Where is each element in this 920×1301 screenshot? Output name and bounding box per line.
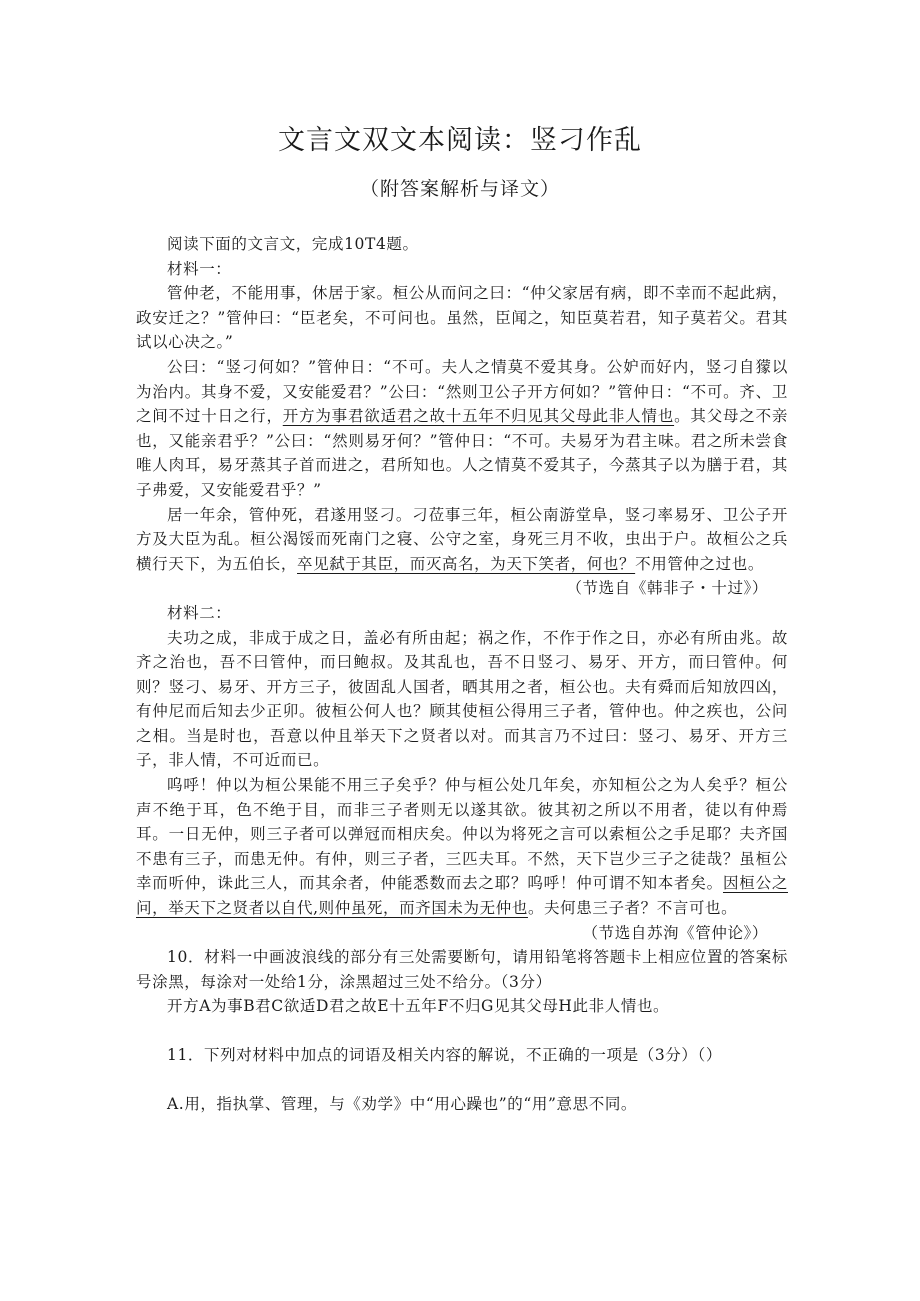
wavy-underlined-sentence: 开方为事君欲适君之故十五年不归见其父母此非人情也 (282, 407, 675, 426)
material1-para3-text-b: 不用管仲之过也。 (635, 554, 764, 573)
material2-source: （节选自苏洵《管仲论》） (582, 923, 768, 942)
material2-para2-text-a: 呜呼！仲以为桓公果能不用三子矣乎？仲与桓公处几年矣，亦知桓公之为人矣乎？桓公声不绝于耳，色不绝于目，而非三子者则无以遂其欲。彼其初之所以不用者，徒以有仲焉耳。一日无仲，则三子者可以弹冠而相庆矣。仲以为将死之言可以索桓公之手足耶？夫齐国不患有三子，而患无仲。有仲，则三子者，三匹夫耳。不然，天下岂少三子之徒哉？虽桓公幸而听仲，诛此三人，而其余者，仲能悉数而去之耶？呜呼！仲可谓不知本者矣。 (136, 776, 788, 893)
underlined-sentence-1: 卒见弑于其臣，而灭高名，为天下笑者，何也？ (297, 554, 636, 573)
material1-para3 (136, 503, 788, 577)
instruction-text: 阅读下面的文言文，完成10T4题。 (167, 235, 419, 253)
passage-body (136, 232, 788, 1116)
material2-para2-text-b: 。夫何患三子者？不言可也。 (527, 899, 738, 918)
material2-label: 材料二： (167, 603, 232, 622)
material2-para2 (136, 773, 788, 921)
question-10-options: 开方A为事B君C欲适D君之故E十五年F不归G见其父母H此非人情也。 (167, 997, 670, 1016)
question-11-option-a: A.用，指执掌、管理，与《劝学》中“用心躁也”的“用”意思不同。 (167, 1094, 638, 1113)
page-title: 文言文双文本阅读：竖刁作乱 (278, 125, 642, 156)
material1-para3-text-a: 居一年余，管仲死，君遂用竖刁。刁莅事三年，桓公南游堂阜，竖刁率易牙、卫公子开方及大臣为乱。桓公渴馁而死南门之寝、公守之室，身死三月不收，虫出于户。故桓公之兵横行天下，为五伯长， (136, 505, 788, 573)
material1-para1: 管仲老，不能用事，休居于家。桓公从而问之曰：“仲父家居有病，即不幸而不起此病，政安迁之？”管仲曰：“臣老矣，不可问也。虽然，臣闻之，知臣莫若君，知子莫若父。君其试以心决之。” (136, 284, 788, 352)
page-subtitle: （附答案解析与译文） (359, 178, 560, 200)
material1-label: 材料一： (167, 259, 232, 278)
material2-para1: 夫功之成，非成于成之日，盖必有所由起；祸之作，不作于作之日，亦必有所由兆。故齐之治也，吾不曰管仲，而曰鲍叔。及其乱也，吾不日竖刁、易牙、开方，而曰管仲。何则？竖刁、易牙、开方三子，彼固乱人国者，晒其用之者，桓公也。夫有舜而后知放四凶，有仲尼而后知去少正卯。彼桓公何人也？顾其使桓公得用三子者，管仲也。仲之疾也，公问之相。当是时也，吾意以仲且举天下之贤者以对。而其言乃不过曰：竖刁、易牙、开方三子，非人情，不可近而已。 (136, 628, 788, 770)
material1-para2-text-b: 。其父母之不亲也，又能亲君乎？”公曰：“然则易牙何？”管仲日：“不可。夫易牙为君主味。君之所未尝食唯人肉耳，易牙蒸其子首而进之，君所知也。人之情莫不爱其子，今蒸其子以为膳于君，其子弗爱，又安能爱君乎？” (136, 407, 789, 499)
material1-source: （节选自《韩非子・十过》） (566, 579, 768, 598)
question-11: 11．下列对材料中加点的词语及相关内容的解说，不正确的一项是（3分）（） (167, 1046, 722, 1064)
material1-para2 (136, 355, 788, 503)
underlined-sentence-2: 因桓公之问，举天下之贤者以自代,则仲虽死，而齐国未为无仲也 (136, 874, 788, 918)
question-10: 10．材料一中画波浪线的部分有三处需要断句，请用铅笔将答题卡上相应位置的答案标号涂黑，每涂对一处给1分，涂黑超过三处不给分。（3分） (136, 948, 788, 991)
material1-para2-text-a: 公曰：“竖刁何如？”管仲日：“不可。夫人之情莫不爱其身。公妒而好内，竖刁自獴以为治内。其身不爱，又安能爱君？”公曰：“然则卫公子开方何如？”管仲日：“不可。齐、卫之间不过十日之行， (136, 357, 788, 426)
